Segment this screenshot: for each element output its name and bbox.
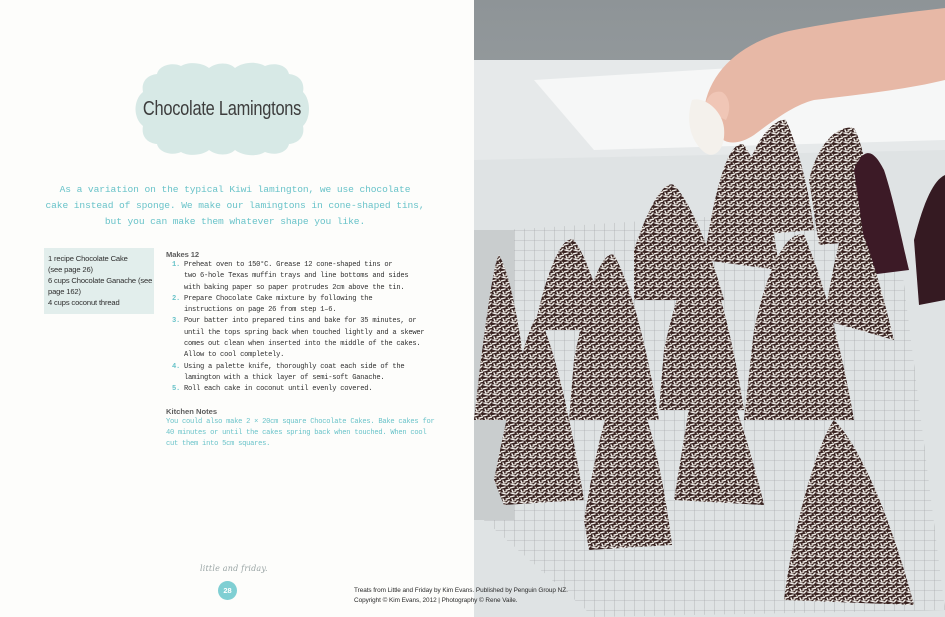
- step-line: Pour batter into prepared tins and bake for 35 minutes, or: [184, 317, 417, 326]
- notes-line: You could also make 2 × 20cm square Chocolate Cakes. Bake cakes for: [166, 417, 435, 426]
- ingredient-line: 6 cups Chocolate Ganache (see: [48, 276, 153, 285]
- step-line: two 6-hole Texas muffin trays and line bottoms and sides: [184, 272, 409, 281]
- step-item: [166, 316, 428, 361]
- ingredient-line: 4 cups coconut thread: [48, 298, 120, 307]
- page-number: 28: [218, 581, 237, 600]
- step-item: [166, 362, 428, 385]
- ingredient-line: page 162): [48, 287, 81, 296]
- ingredient-line: 1 recipe Chocolate Cake: [48, 254, 128, 263]
- credit-line: Copyright © Kim Evans, 2012 | Photography © Rene Vaile.: [354, 597, 518, 604]
- step-line: comes out clean when inserted into the middle of the cakes.: [184, 340, 421, 349]
- photo-page: [474, 0, 945, 617]
- credit-line: Treats from Little and Friday by Kim Evans. Published by Penguin Group NZ.: [354, 587, 568, 594]
- step-number: 4.: [172, 362, 181, 371]
- step-line: instructions on page 26 from step 1–6.: [184, 306, 337, 315]
- step-line: Roll each cake in coconut until evenly covered.: [184, 385, 373, 394]
- steps-list: [166, 260, 428, 396]
- step-number: 2.: [172, 294, 181, 303]
- kitchen-notes-heading: Kitchen Notes: [166, 406, 218, 416]
- step-item: [166, 294, 428, 317]
- step-item: [166, 260, 428, 294]
- step-line: with baking paper so paper protrudes 2cm above the tin.: [184, 283, 405, 292]
- step-item: [166, 384, 428, 395]
- step-line: Prepare Chocolate Cake mixture by following the: [184, 294, 373, 303]
- intro-line: but you can make them whatever shape you like.: [104, 216, 366, 227]
- makes-heading: Makes 12: [166, 250, 199, 259]
- notes-line: 40 minutes or until the cakes spring back when touched. When cool: [166, 428, 427, 437]
- intro-line: cake instead of sponge. We make our lamingtons in cone-shaped tins,: [45, 200, 425, 211]
- step-line: lamington with a thick layer of semi-soft Ganache.: [184, 373, 385, 382]
- step-number: 5.: [172, 385, 181, 394]
- step-line: until the tops spring back when touched lightly and a skewer: [184, 328, 425, 337]
- title-label: [133, 62, 311, 156]
- ingredient-line: (see page 26): [48, 265, 93, 274]
- step-line: Using a palette knife, thoroughly coat each side of the: [184, 362, 405, 371]
- ingredients-box: [44, 248, 154, 314]
- brand-mark: little and friday.: [200, 564, 268, 573]
- step-number: 1.: [172, 261, 181, 269]
- intro-text: [40, 182, 430, 230]
- kitchen-notes-text: [166, 417, 435, 451]
- notes-line: cut them into 5cm squares.: [166, 440, 271, 449]
- copyright-credit: [354, 586, 614, 606]
- step-number: 3.: [172, 317, 181, 326]
- step-line: Preheat oven to 150°C. Grease 12 cone-shaped tins or: [184, 261, 393, 269]
- lamingtons-photo: [474, 0, 945, 617]
- method-section: [166, 249, 435, 450]
- intro-line: As a variation on the typical Kiwi lamington, we use chocolate: [59, 184, 411, 195]
- step-line: Allow to cool completely.: [184, 351, 285, 360]
- page-title: Chocolate Lamingtons: [142, 97, 302, 120]
